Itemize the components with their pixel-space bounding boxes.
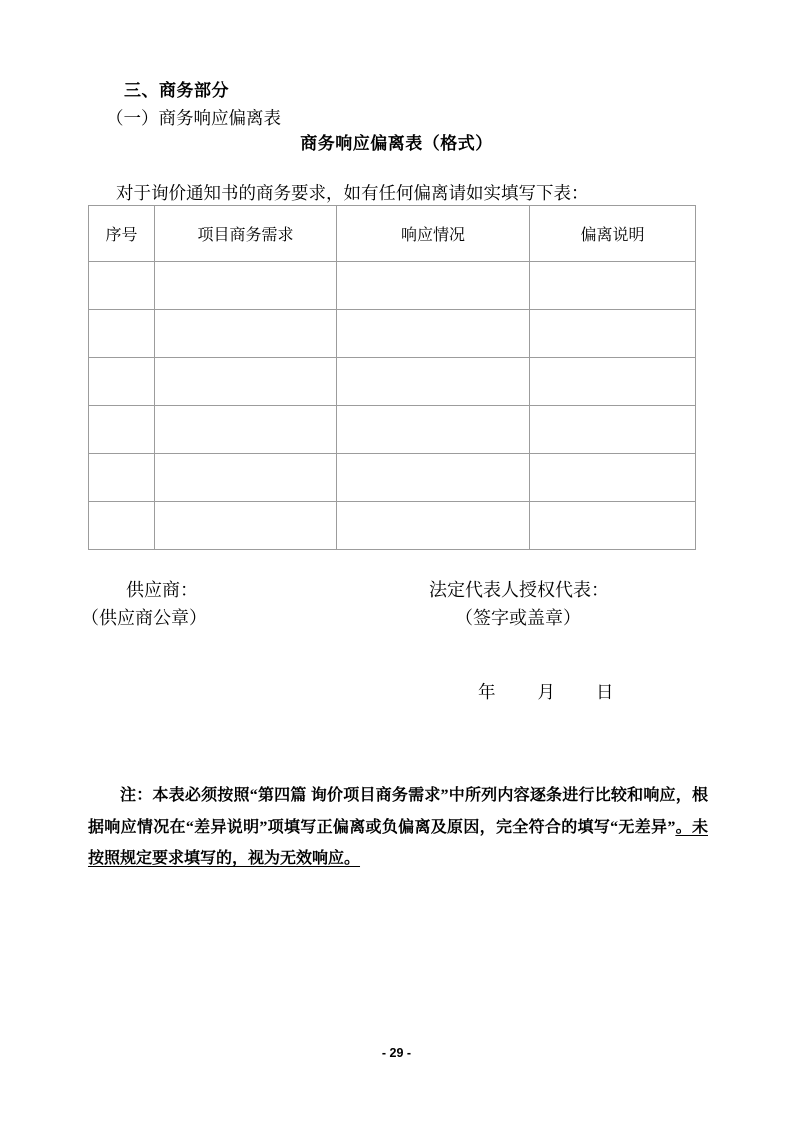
table-cell bbox=[530, 310, 696, 358]
table-cell bbox=[155, 502, 337, 550]
table-cell bbox=[89, 406, 155, 454]
representative-label: 法定代表人授权代表： bbox=[429, 580, 609, 600]
table-cell bbox=[155, 310, 337, 358]
note-text: 注：本表必须按照“第四篇 询价项目商务需求”中所列内容逐条进行比较和响应，根据响应情况在“差异说明”项填写正偏离或负偏离及原因，完全符合的填写“无差异” bbox=[88, 787, 708, 836]
table-cell bbox=[155, 406, 337, 454]
table-cell bbox=[89, 502, 155, 550]
table-cell bbox=[337, 454, 530, 502]
date-year-label: 年 bbox=[478, 682, 496, 702]
table-cell bbox=[89, 358, 155, 406]
table-cell bbox=[89, 262, 155, 310]
date-day-label: 日 bbox=[596, 682, 614, 702]
deviation-table-body bbox=[89, 262, 696, 550]
intro-text: 对于询价通知书的商务要求，如有任何偏离请如实填写下表： bbox=[116, 183, 589, 203]
table-cell bbox=[89, 454, 155, 502]
form-title: 商务响应偏离表（格式） bbox=[300, 134, 493, 153]
table-cell bbox=[337, 310, 530, 358]
note-underlined-text: 。未按照规定要求填写的，视为无效响应。 bbox=[88, 818, 708, 867]
table-cell bbox=[530, 454, 696, 502]
table-cell bbox=[155, 262, 337, 310]
note-paragraph bbox=[88, 780, 708, 875]
subsection-heading: （一）商务响应偏离表 bbox=[106, 108, 281, 128]
deviation-table bbox=[88, 205, 696, 550]
date-line bbox=[478, 679, 614, 704]
table-cell bbox=[337, 406, 530, 454]
table-cell bbox=[89, 310, 155, 358]
supplier-seal-label: （供应商公章） bbox=[81, 608, 207, 628]
table-cell bbox=[155, 454, 337, 502]
table-row bbox=[89, 502, 696, 550]
sign-or-seal-label: （签字或盖章） bbox=[455, 608, 581, 628]
table-cell bbox=[155, 358, 337, 406]
table-cell bbox=[337, 358, 530, 406]
table-row bbox=[89, 262, 696, 310]
column-header-demand: 项目商务需求 bbox=[155, 206, 337, 262]
table-cell bbox=[530, 406, 696, 454]
column-header-dev: 偏离说明 bbox=[530, 206, 696, 262]
date-month-label: 月 bbox=[537, 682, 555, 702]
table-row bbox=[89, 310, 696, 358]
table-cell bbox=[337, 262, 530, 310]
section-heading: 三、商务部分 bbox=[124, 81, 229, 100]
column-header-seq: 序号 bbox=[89, 206, 155, 262]
page-number: - 29 - bbox=[381, 1046, 412, 1060]
table-row bbox=[89, 358, 696, 406]
table-row bbox=[89, 454, 696, 502]
supplier-label: 供应商： bbox=[126, 580, 198, 600]
column-header-resp: 响应情况 bbox=[337, 206, 530, 262]
table-cell bbox=[530, 262, 696, 310]
table-cell bbox=[530, 502, 696, 550]
table-header-row bbox=[89, 206, 696, 262]
table-cell bbox=[337, 502, 530, 550]
table-row bbox=[89, 406, 696, 454]
table-cell bbox=[530, 358, 696, 406]
